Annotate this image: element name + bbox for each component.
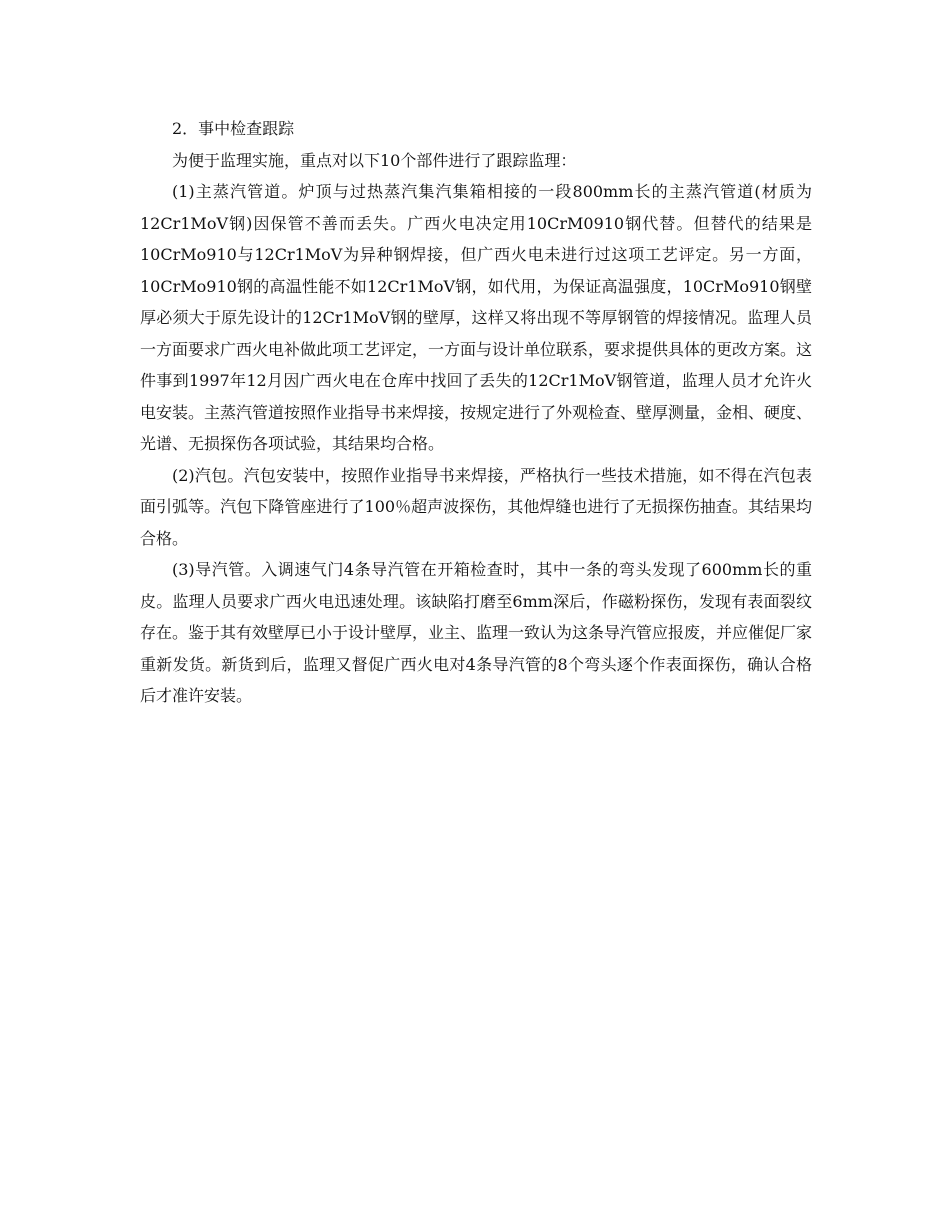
paragraph-steam-lead-pipe: (3)导汽管。入调速气门4条导汽管在开箱检查时，其中一条的弯头发现了600mm长的重皮。监理人员要求广西火电迅速处理。该缺陷打磨至6mm深后，作磁粉探伤，发现有表面裂纹存在。鉴于其有效壁厚已小于设计壁厚，业主、监理一致认为这条导汽管应报废，并应催促厂家重新发货。新货到后，监理又督促广西火电对4条导汽管的8个弯头逐个作表面探伤，确认合格后才准许安装。 bbox=[140, 560, 813, 705]
paragraph-main-steam-pipe: (1)主蒸汽管道。炉顶与过热蒸汽集汽集箱相接的一段800mm长的主蒸汽管道(材质为12Cr1MoV钢)因保管不善而丢失。广西火电决定用10CrM0910钢代替。但替代的结果是10CrMo910与12Cr1MoV为异种钢焊接，但广西火电未进行过这项工艺评定。另一方面，10CrMo910钢的高温性能不如12Cr1MoV钢，如代用，为保证高温强度，10CrMo910钢壁厚必须大于原先设计的12Cr1MoV钢的壁厚，这样又将出现不等厚钢管的焊接情况。监理人员一方面要求广西火电补做此项工艺评定，一方面与设计单位联系，要求提供具体的更改方案。这件事到1997年12月因广西火电在仓库中找回了丢失的12Cr1MoV钢管道，监理人员才允许火电安装。主蒸汽管道按照作业指导书来焊接，按规定进行了外观检查、壁厚测量，金相、硬度、光谱、无损探伤各项试验，其结果均合格。 bbox=[140, 182, 813, 453]
section-heading: 2．事中检查跟踪 bbox=[172, 119, 295, 138]
intro-paragraph: 为便于监理实施，重点对以下10个部件进行了跟踪监理： bbox=[172, 150, 577, 170]
paragraph-steam-drum: (2)汽包。汽包安装中，按照作业指导书来焊接，严格执行一些技术措施，如不得在汽包表面引弧等。汽包下降管座进行了100％超声波探伤，其他焊缝也进行了无损探伤抽查。其结果均合格。 bbox=[140, 465, 812, 548]
document-page bbox=[140, 113, 812, 712]
